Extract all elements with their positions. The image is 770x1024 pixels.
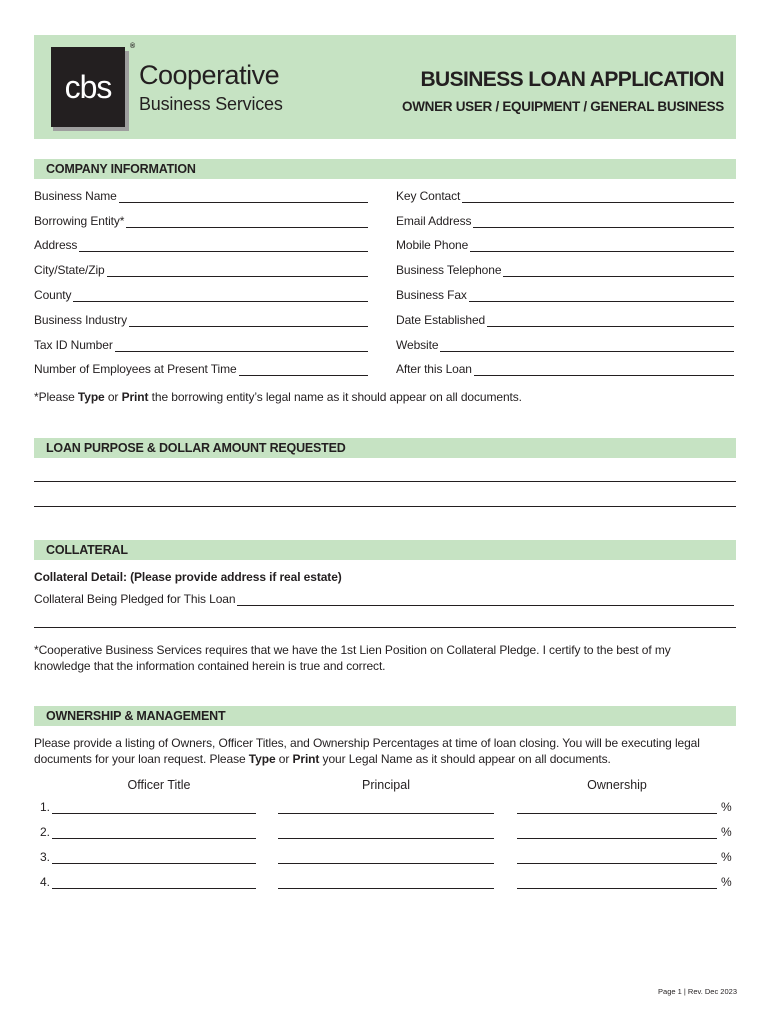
col-ownership: Ownership — [587, 778, 647, 792]
fill-line[interactable] — [470, 240, 734, 252]
ownership-line[interactable] — [517, 851, 717, 864]
officer-title-line[interactable] — [52, 801, 256, 814]
row-number: 1. — [40, 800, 51, 814]
field-mobile-phone[interactable] — [396, 237, 734, 252]
field-label: Collateral Being Pledged for This Loan — [34, 592, 236, 606]
row-number: 2. — [40, 825, 51, 839]
field-county[interactable] — [34, 287, 368, 302]
collateral-line-2[interactable] — [34, 627, 736, 628]
fill-line[interactable] — [126, 216, 368, 228]
collateral-disclaimer — [34, 642, 671, 674]
fill-line[interactable] — [474, 364, 734, 376]
field-label: Borrowing Entity* — [34, 214, 125, 228]
field-label: Mobile Phone — [396, 238, 469, 252]
field-label: Key Contact — [396, 189, 461, 203]
fill-line[interactable] — [469, 290, 734, 302]
ownership-line[interactable] — [517, 876, 717, 889]
percent-sign: % — [721, 875, 732, 889]
note-text: *Please — [34, 390, 78, 404]
intro-line: Please provide a listing of Owners, Officer Titles, and Ownership Percentages at time of loan closing. You will be executing legal — [34, 736, 700, 750]
intro-text: or — [275, 752, 293, 766]
principal-line[interactable] — [278, 826, 494, 839]
fill-line[interactable] — [73, 290, 368, 302]
document-title: BUSINESS LOAN APPLICATION — [420, 68, 724, 91]
field-label: Number of Employees at Present Time — [34, 362, 237, 376]
ownership-line[interactable] — [517, 801, 717, 814]
registered-mark: ® — [130, 43, 136, 50]
fill-line[interactable] — [440, 340, 734, 352]
field-borrowing-entity[interactable] — [34, 213, 368, 228]
page-footer: Page 1 | Rev. Dec 2023 — [658, 987, 737, 996]
intro-type: Type — [248, 752, 276, 766]
fill-line[interactable] — [462, 191, 734, 203]
fill-line[interactable] — [79, 240, 368, 252]
intro-print: Print — [292, 752, 320, 766]
field-tax-id[interactable] — [34, 337, 368, 352]
fill-line[interactable] — [237, 594, 734, 606]
field-label: Date Established — [396, 313, 486, 327]
field-business-name[interactable] — [34, 188, 368, 203]
section-ownership-management: OWNERSHIP & MANAGEMENT — [34, 706, 736, 726]
field-business-telephone[interactable] — [396, 262, 734, 277]
field-business-industry[interactable] — [34, 312, 368, 327]
field-key-contact[interactable] — [396, 188, 734, 203]
field-label: Tax ID Number — [34, 338, 113, 352]
intro-line-2 — [34, 751, 700, 767]
brand-name-line1: Cooperative — [139, 60, 280, 90]
field-label: Email Address — [396, 214, 472, 228]
section-company-information: COMPANY INFORMATION — [34, 159, 736, 179]
intro-text: documents for your loan request. Please — [34, 752, 249, 766]
loan-purpose-line-1[interactable] — [34, 481, 736, 482]
note-text: or — [104, 390, 122, 404]
principal-line[interactable] — [278, 801, 494, 814]
legal-name-note — [34, 389, 522, 405]
fill-line[interactable] — [473, 216, 734, 228]
field-number-employees[interactable] — [34, 361, 368, 376]
document-subtitle: OWNER USER / EQUIPMENT / GENERAL BUSINESS — [402, 99, 724, 114]
principal-line[interactable] — [278, 876, 494, 889]
field-label: After this Loan — [396, 362, 472, 376]
note-type: Type — [77, 390, 105, 404]
principal-line[interactable] — [278, 851, 494, 864]
fill-line[interactable] — [115, 340, 368, 352]
section-loan-purpose: LOAN PURPOSE & DOLLAR AMOUNT REQUESTED — [34, 438, 736, 458]
fill-line[interactable] — [119, 191, 368, 203]
note-print: Print — [121, 390, 149, 404]
percent-sign: % — [721, 850, 732, 864]
field-website[interactable] — [396, 337, 734, 352]
fill-line[interactable] — [129, 315, 368, 327]
field-city-state-zip[interactable] — [34, 262, 368, 277]
loan-purpose-line-2[interactable] — [34, 506, 736, 507]
fill-line[interactable] — [487, 315, 734, 327]
header-banner — [34, 35, 736, 139]
field-label: Business Name — [34, 189, 117, 203]
fill-line[interactable] — [503, 265, 734, 277]
officer-title-line[interactable] — [52, 826, 256, 839]
field-label: Business Fax — [396, 288, 467, 302]
field-business-fax[interactable] — [396, 287, 734, 302]
percent-sign: % — [721, 825, 732, 839]
col-officer-title: Officer Title — [127, 778, 191, 792]
percent-sign: % — [721, 800, 732, 814]
disclaimer-line: *Cooperative Business Services requires that we have the 1st Lien Position on Collateral Pledge. I certify to the best of my — [34, 643, 671, 657]
field-label: Business Telephone — [396, 263, 502, 277]
field-address[interactable] — [34, 237, 368, 252]
col-principal: Principal — [362, 778, 410, 792]
note-text: the borrowing entity’s legal name as it should appear on all documents. — [148, 390, 522, 404]
fill-line[interactable] — [239, 364, 368, 376]
field-label: County — [34, 288, 72, 302]
field-after-this-loan[interactable] — [396, 361, 734, 376]
disclaimer-line: knowledge that the information contained herein is true and correct. — [34, 659, 386, 673]
field-label: Website — [396, 338, 439, 352]
field-label: Address — [34, 238, 78, 252]
field-label: Business Industry — [34, 313, 128, 327]
section-collateral: COLLATERAL — [34, 540, 736, 560]
field-collateral-pledged[interactable] — [34, 591, 734, 606]
fill-line[interactable] — [107, 265, 368, 277]
field-email-address[interactable] — [396, 213, 734, 228]
row-number: 4. — [40, 875, 51, 889]
brand-name-line2: Business Services — [139, 94, 283, 114]
field-label: City/State/Zip — [34, 263, 105, 277]
row-number: 3. — [40, 850, 51, 864]
intro-text: your Legal Name as it should appear on all documents. — [319, 752, 611, 766]
officer-title-line[interactable] — [52, 876, 256, 889]
ownership-line[interactable] — [517, 826, 717, 839]
ownership-intro — [34, 735, 700, 767]
collateral-detail-label: Collateral Detail: (Please provide address if real estate) — [34, 570, 342, 584]
field-date-established[interactable] — [396, 312, 734, 327]
officer-title-line[interactable] — [52, 851, 256, 864]
cbs-logo: cbs — [51, 47, 125, 127]
